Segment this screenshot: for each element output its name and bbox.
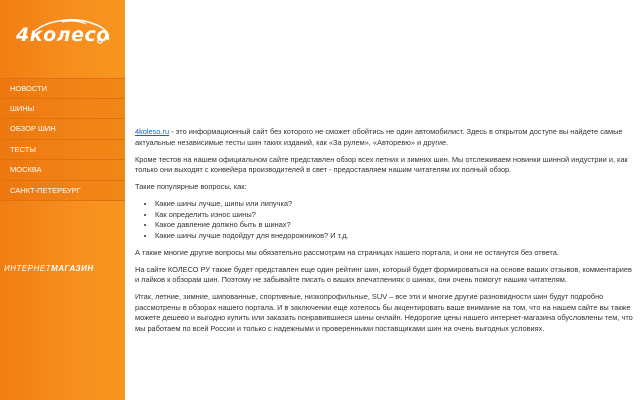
shop-label-part2: МАГАЗИН bbox=[51, 264, 94, 273]
paragraph-summary: Итак, летние, зимние, шипованные, спортивные, низкопрофильные, SUV – все эти и многие другие разновидности шин будут подробно рассмотрены в обзорах нашего портала. И в заключении еще хотелось бы акцентировать ваше внимание на том, что на нашем сайте вы также можете дешево и выгодно купить или заказать понравившиеся шины онлайн. Недорогие цены нашего интернет-магазина обусловлены тем, что мы работаем по всей России и только с надежными и проверенными поставщиками шин на очень выгодных условиях. bbox=[135, 292, 633, 333]
list-item: • Какое давление должно быть в шинах? bbox=[155, 220, 633, 231]
online-shop-link[interactable] bbox=[4, 264, 94, 273]
sidebar bbox=[0, 0, 125, 400]
logo-text: 4колесо bbox=[16, 24, 110, 46]
paragraph-reviews: Кроме тестов на нашем официальном сайте представлен обзор всех летних и зимних шин. Мы отслеживаем новинки шинной индустрии и, как только они выходят с конвейера производителей в свет - предоставляем нашим читателям их полный обзор. bbox=[135, 154, 628, 174]
paragraph-questions-intro: Такие популярные вопросы, как: bbox=[135, 182, 247, 191]
paragraph-other-questions: А также многие другие вопросы мы обязательно рассмотрим на страницах нашего портала, и они не останутся без ответа. bbox=[135, 247, 559, 257]
site-link[interactable]: 4koleso.ru bbox=[135, 127, 170, 136]
main-content bbox=[135, 127, 633, 341]
nav-item-tests[interactable]: ТЕСТЫ bbox=[0, 140, 125, 161]
nav-item-news[interactable]: НОВОСТИ bbox=[0, 78, 125, 99]
paragraph-rating: На сайте КОЛЕСО РУ также будет представлен еще один рейтинг шин, который будет формироваться на основе ваших отзывов, комментариев и лайков к обзорам шин. Поэтому не забывайте писать о ваших впечатлениях о шинах, они очень помогут нашим читателям. bbox=[135, 264, 632, 284]
intro-text: - это информационный сайт без которого не сможет обойтись не один автомобилист. Здесь в открытом доступе вы найдете самые актуальные независимые тесты шин таких изданий, как «За рулем», «Авторевю» и другие. bbox=[135, 127, 623, 147]
list-item: • Как определить износ шины? bbox=[155, 210, 633, 221]
list-item: • Какие шины лучше подойдут для внедорожников? И т.д. bbox=[155, 231, 633, 242]
nav-item-tire-reviews[interactable]: ОБЗОР ШИН bbox=[0, 119, 125, 140]
nav-item-saint-petersburg[interactable]: САНКТ-ПЕТЕРБУРГ bbox=[0, 181, 125, 202]
shop-label-part1: ИНТЕРНЕТ bbox=[4, 264, 52, 273]
list-item: • Какие шины лучше, шипы или липучка? bbox=[155, 199, 633, 210]
intro-paragraph bbox=[135, 127, 633, 148]
nav-item-tires[interactable]: ШИНЫ bbox=[0, 99, 125, 120]
questions-list bbox=[135, 199, 633, 241]
nav-item-moscow[interactable]: МОСКВА bbox=[0, 160, 125, 181]
site-logo[interactable] bbox=[14, 14, 114, 56]
main-nav bbox=[0, 78, 125, 201]
